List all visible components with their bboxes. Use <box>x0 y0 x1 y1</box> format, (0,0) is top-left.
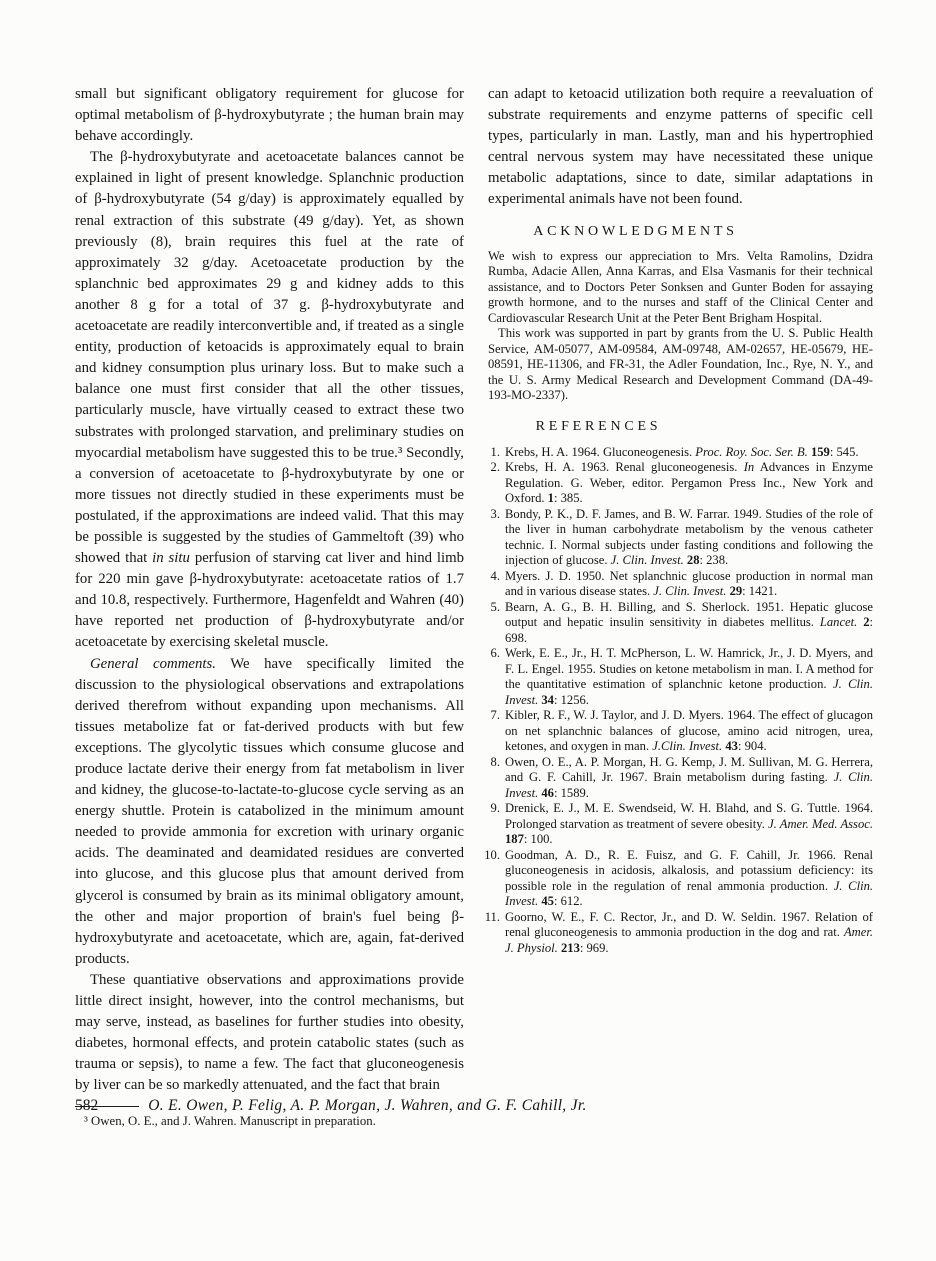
reference-item <box>484 909 873 957</box>
reference-number: 1. <box>490 444 500 459</box>
body-paragraph: General comments. We have specifically limited the discussion to the physiological observations and extrapolations derived therefrom without expanding upon mechanisms. All tissues metabolize fat or fat-derived products with but few exceptions. The glycolytic tissues which consume glucose and produce lactate derive their energy from fat metabolism in liver and kidney, the glucose-to-lactate-to-glucose cycle serving as an energy shuttle. Protein is catabolized in the minimum amount needed to provide ammonia for excretion with urinary organic acids. The deaminated and deamidated residues are converted into glucose, and this glucose plus that amount derived from glycerol is consumed by brain as its minimal obligatory amount, the other and major proportion of brain's fuel being β-hydroxybutyrate and acetoacetate, which are, again, fat-derived products. <box>75 655 465 967</box>
reference-text: Krebs, H. A. 1964. Gluconeogenesis. Proc. Roy. Soc. Ser. B. 159: 545. <box>505 444 859 459</box>
body-paragraph: can adapt to ketoacid utilization both require a reevaluation of substrate requirements and enzyme patterns of specific cell types, particularly in man. Lastly, man and his hypertrophied central nervous system may have necessitated these unique metabolic adaptations, since to date, similar adaptations in experimental animals have not been found. <box>488 86 873 208</box>
reference-item <box>488 646 873 708</box>
reference-item <box>488 801 873 848</box>
reference-text: Owen, O. E., A. P. Morgan, H. G. Kemp, J. M. Sullivan, M. G. Herrera, and G. F. Cahill, Jr. 1967. Brain metabolism during fasting. J. Clin. Invest. 46: 1589. <box>505 754 873 800</box>
reference-number: 2. <box>490 460 500 475</box>
reference-text: Kibler, R. F., W. J. Taylor, and J. D. Myers. 1964. The effect of glucagon on net splanchnic balances of glucose, amino acid nitrogen, urea, ketones, and oxygen in man. J.Clin. Invest. 43: 904. <box>505 708 873 754</box>
reference-number: 10. <box>484 847 500 862</box>
body-paragraph: The β-hydroxybutyrate and acetoacetate balances cannot be explained in light of present knowledge. Splanchnic production of β-hydroxybutyrate (54 g/day) is approximately equalled by renal extraction of this substrate (49 g/day). Yet, as shown previously (8), brain requires this fuel at the rate of approximately 32 g/day. Acetoacetate production by the splanchnic bed approximates 29 g and kidney adds to this another 8 g for a total of 37 g. β-hydroxybutyrate and acetoacetate are readily interconvertible and, if treated as a single entity, production of ketoacids is approximately equal to brain and kidney consumption plus urinary loss. But to make such a balance one must first consider that all the other tissues, particularly muscle, have virtually ceased to extract these two substrates with prolonged starvation, and preliminary studies on myocardial metabolism have suggested this to be true.³ Secondly, a conversion of acetoacetate to β-hydroxybutyrate by one or more tissues not directly studied in these experiments must be postulated, if the approximations are indeed valid. That this may be possible is suggested by the studies of Gammeltoft (39) who showed that in situ perfusion of starving cat liver and hind limb for 220 min gave β-hydroxybutyrate: acetoacetate ratios of 1.7 and 10.8, respectively. Furthermore, Hagenfeldt and Wahren (40) have reported net production of β-hydroxybutyrate and/or acetoacetate by exercising skeletal muscle. <box>75 149 465 651</box>
reference-number: 4. <box>490 568 500 583</box>
reference-item <box>488 569 873 600</box>
reference-item <box>488 460 873 507</box>
reference-item <box>488 755 873 802</box>
reference-item <box>488 600 873 647</box>
acknowledgments-paragraph: We wish to express our appreciation to Mrs. Velta Ramolins, Dzidra Rumba, Adacie Allen, Anna Karras, and Elsa Vasmanis for their technical assistance, and to Doctors Peter Sonksen and Gunter Boden for assaying growth hormone, and to the nurses and staff of the Clinical Center and Cardiovascular Research Unit at the Peter Bent Brigham Hospital. <box>488 248 873 325</box>
references-heading: REFERENCES <box>535 418 662 434</box>
reference-number: 8. <box>490 754 500 769</box>
reference-list <box>484 444 874 957</box>
running-authors: O. E. Owen, P. Felig, A. P. Morgan, J. Wahren, and G. F. Cahill, Jr. <box>148 1097 587 1114</box>
reference-number: 5. <box>490 599 500 614</box>
page-footer <box>75 1097 587 1115</box>
reference-item <box>484 847 874 910</box>
body-paragraph: These quantiative observations and approximations provide little direct insight, however, into the control mechanisms, but may serve, instead, as baselines for further studies into obesity, diabetes, hormonal effects, and protein catabolic states (such as trauma or sepsis), to name a few. The fact that gluconeogenesis by liver can be so markedly attenuated, and the fact that brain <box>75 971 464 1094</box>
reference-item <box>488 445 873 461</box>
reference-text: Goorno, W. E., F. C. Rector, Jr., and D. W. Seldin. 1967. Relation of renal gluconeogenesis to ammonia production in the dog and rat. Amer. J. Physiol. 213: 969. <box>505 909 873 955</box>
reference-item <box>488 708 873 755</box>
reference-text: Krebs, H. A. 1963. Renal gluconeogenesis. In Advances in Enzyme Regulation. G. Weber, editor. Pergamon Press Inc., New York and Oxford. 1: 385. <box>505 460 873 506</box>
reference-text: Drenick, E. J., M. E. Swendseid, W. H. Blahd, and S. G. Tuttle. 1964. Prolonged starvation as treatment of severe obesity. J. Amer. Med. Assoc. 187: 100. <box>505 801 873 847</box>
reference-number: 11. <box>484 909 500 924</box>
reference-text: Myers. J. D. 1950. Net splanchnic glucose production in normal man and in various disease states. J. Clin. Invest. 29: 1421. <box>505 568 873 599</box>
reference-text: Werk, E. E., Jr., H. T. McPherson, L. W. Hamrick, Jr., J. D. Myers, and F. L. Engel. 1955. Studies on ketone metabolism in man. I. A method for the quantitative estimation of splanchnic ketone production. J. Clin. Invest. 34: 1256. <box>505 646 874 707</box>
reference-number: 6. <box>490 646 500 661</box>
reference-item <box>488 507 873 569</box>
acknowledgments-heading: ACKNOWLEDGMENTS <box>533 223 738 239</box>
page-number: 582 <box>75 1097 99 1114</box>
right-column <box>484 84 874 956</box>
reference-number: 9. <box>490 801 500 816</box>
body-paragraph: small but significant obligatory requirement for glucose for optimal metabolism of β-hydroxybutyrate ; the human brain may behave accordingly. <box>75 86 464 145</box>
reference-number: 3. <box>490 506 500 521</box>
reference-text: Bearn, A. G., B. H. Billing, and S. Sherlock. 1951. Hepatic glucose output and hepatic insulin sensitivity in diabetes mellitus. Lancet. 2: 698. <box>505 599 873 645</box>
reference-text: Goodman, A. D., R. E. Fuisz, and G. F. Cahill, Jr. 1966. Renal gluconeogenesis in acidosis, alkalosis, and potassium deficiency: its possible role in the regulation of renal ammonia production. J. Clin. Invest. 45: 612. <box>505 847 874 909</box>
footnote: ³ Owen, O. E., and J. Wahren. Manuscript in preparation. <box>84 1113 376 1128</box>
reference-number: 7. <box>490 708 500 723</box>
left-column <box>75 84 464 1129</box>
acknowledgments-paragraph: This work was supported in part by grants from the U. S. Public Health Service, AM-05077, AM-09584, AM-09748, AM-02657, HE-05679, HE-08591, HE-11306, and FR-31, the Adler Foundation, Inc., Rye, N. Y., and the U. S. Army Medical Research and Development Command (DA-49-193-MO-2337). <box>488 326 873 403</box>
reference-text: Bondy, P. K., D. F. James, and B. W. Farrar. 1949. Studies of the role of the liver in human carbohydrate metabolism by the venous catheter technic. I. Normal subjects under fasting conditions and following the injection of glucose. J. Clin. Invest. 28: 238. <box>505 506 873 568</box>
